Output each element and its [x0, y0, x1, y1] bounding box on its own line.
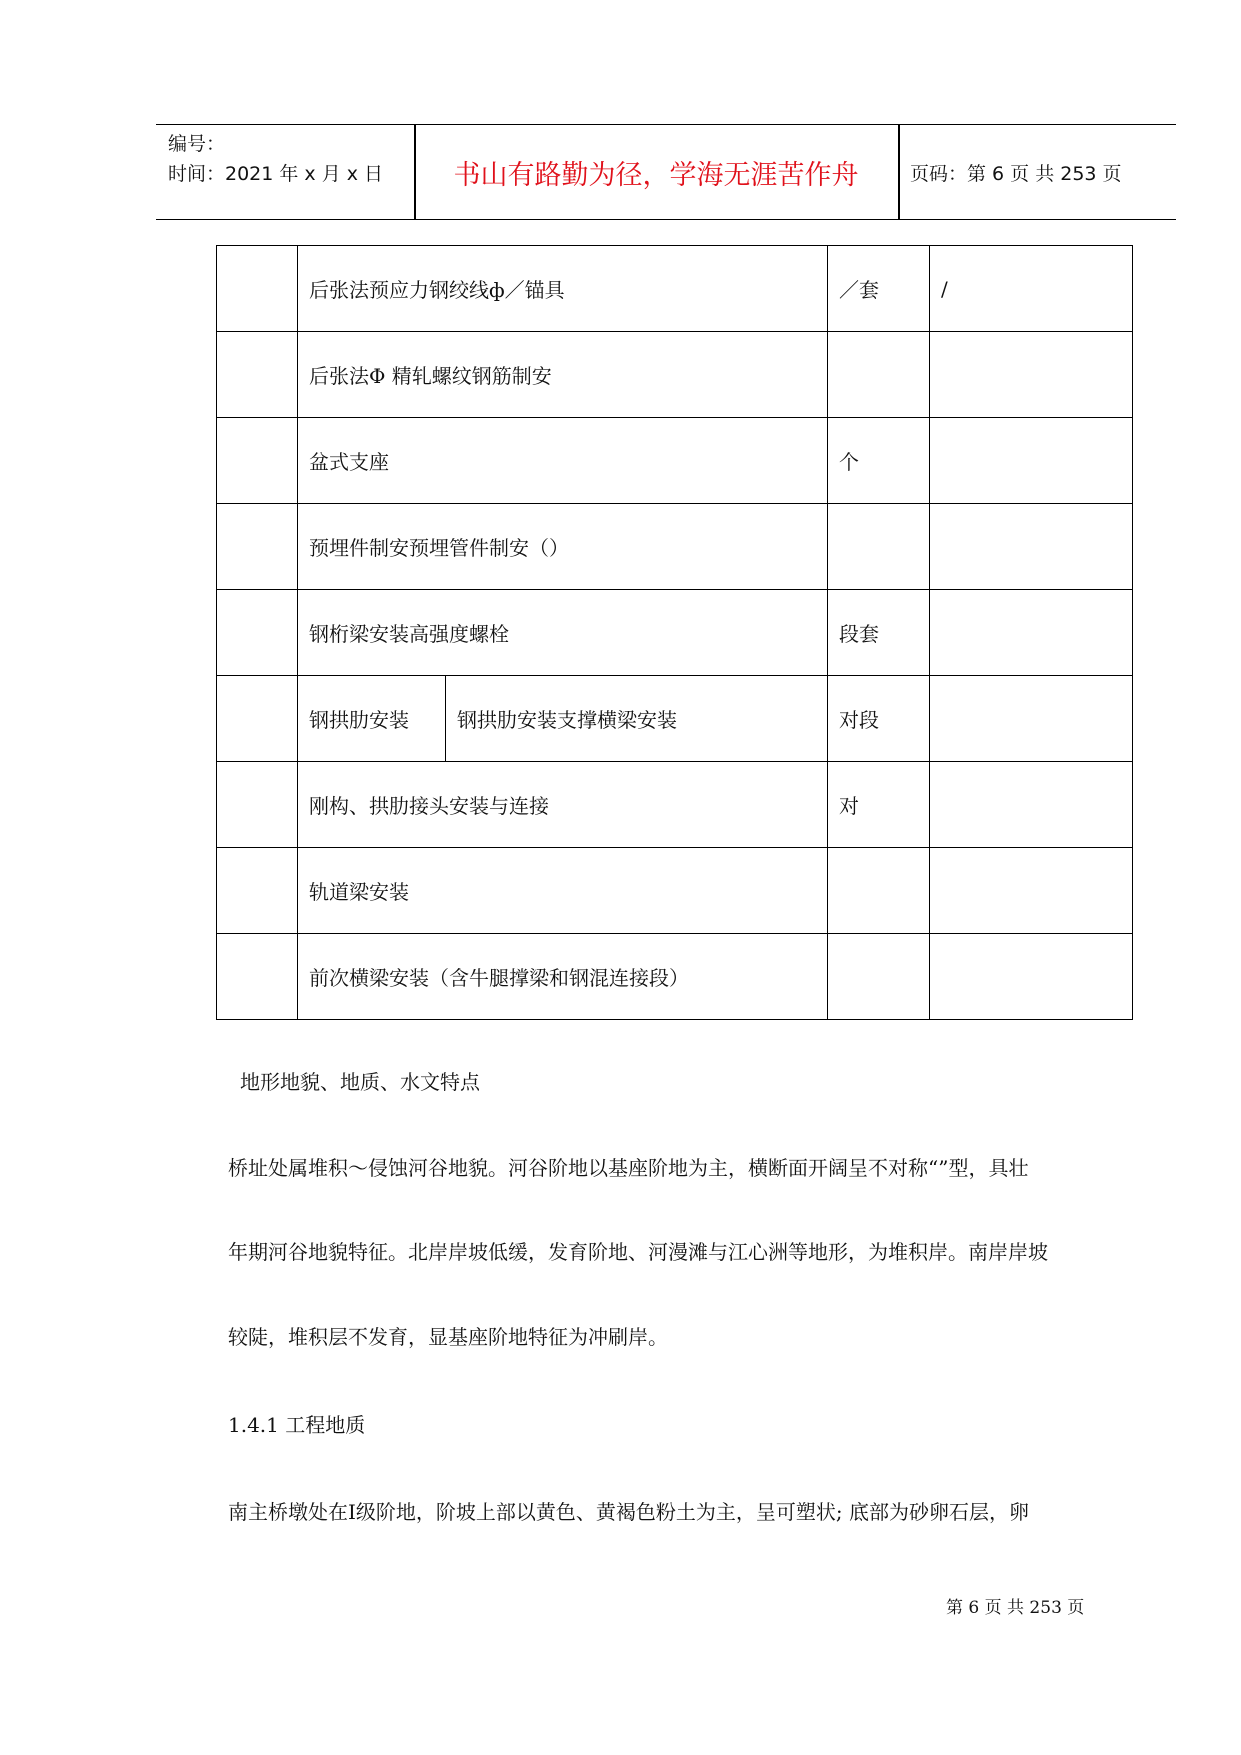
item-cell: 前次横梁安装（含牛腿撑梁和钢混连接段） — [298, 934, 828, 1020]
subitem-cell: 钢拱肋安装支撑横梁安装 — [446, 676, 828, 762]
unit-cell: 个 — [828, 418, 930, 504]
item-cell: 钢拱肋安装 — [298, 676, 446, 762]
index-cell — [217, 934, 298, 1020]
index-cell — [217, 762, 298, 848]
quantity-cell: / — [930, 246, 1133, 332]
table-row — [217, 848, 1133, 934]
header-page-code: 页码：第 6 页 共 253 页 — [910, 162, 1122, 185]
header-meta — [168, 129, 383, 189]
quantity-cell — [930, 676, 1133, 762]
unit-cell: ／套 — [828, 246, 930, 332]
item-cell: 后张法预应力钢绞线ф／锚具 — [298, 246, 828, 332]
unit-cell: 对 — [828, 762, 930, 848]
item-cell: 刚构、拱肋接头安装与连接 — [298, 762, 828, 848]
table-row — [217, 762, 1133, 848]
table-row — [217, 504, 1133, 590]
paragraph-line: 较陡，堆积层不发育，显基座阶地特征为冲刷岸。 — [228, 1325, 668, 1349]
unit-cell — [828, 504, 930, 590]
item-cell: 预埋件制安预埋管件制安（） — [298, 504, 828, 590]
paragraph-line: 桥址处属堆积～侵蚀河谷地貌。河谷阶地以基座阶地为主，横断面开阔呈不对称“”型，具壮 — [228, 1156, 1029, 1180]
header-divider — [898, 125, 900, 219]
header-motto: 书山有路勤为径，学海无涯苦作舟 — [453, 159, 859, 191]
table-row — [217, 418, 1133, 504]
table-row — [217, 590, 1133, 676]
unit-cell: 段套 — [828, 590, 930, 676]
paragraph-line: 年期河谷地貌特征。北岸岸坡低缓，发育阶地、河漫滩与江心洲等地形，为堆积岸。南岸岸坡 — [228, 1240, 1048, 1264]
quantity-cell — [930, 418, 1133, 504]
quantity-cell — [930, 332, 1133, 418]
table-row — [217, 332, 1133, 418]
index-cell — [217, 590, 298, 676]
quantity-cell — [930, 504, 1133, 590]
unit-cell — [828, 934, 930, 1020]
number-label: 编号： — [168, 133, 226, 155]
index-cell — [217, 676, 298, 762]
subsection-title: 1.4.1 工程地质 — [228, 1413, 366, 1437]
index-cell — [217, 504, 298, 590]
page-header — [156, 124, 1176, 220]
unit-cell — [828, 332, 930, 418]
paragraph-line: 南主桥墩处在Ⅰ级阶地，阶坡上部以黄色、黄褐色粉土为主，呈可塑状; 底部为砂卵石层，卵 — [228, 1500, 1029, 1524]
section-title: 地形地貌、地质、水文特点 — [240, 1070, 480, 1094]
quantity-cell — [930, 934, 1133, 1020]
item-cell: 钢桁梁安装高强度螺栓 — [298, 590, 828, 676]
index-cell — [217, 848, 298, 934]
quantity-cell — [930, 762, 1133, 848]
quantity-cell — [930, 848, 1133, 934]
item-cell: 轨道梁安装 — [298, 848, 828, 934]
index-cell — [217, 246, 298, 332]
item-cell: 盆式支座 — [298, 418, 828, 504]
date-label: 时间：2021 年 x 月 x 日 — [168, 163, 384, 185]
page-footer: 第 6 页 共 253 页 — [946, 1598, 1085, 1618]
index-cell — [217, 332, 298, 418]
index-cell — [217, 418, 298, 504]
unit-cell: 对段 — [828, 676, 930, 762]
unit-cell — [828, 848, 930, 934]
item-cell: 后张法Φ 精轧螺纹钢筋制安 — [298, 332, 828, 418]
table-row — [217, 676, 1133, 762]
table-row — [217, 934, 1133, 1020]
quantity-cell — [930, 590, 1133, 676]
table-row — [217, 246, 1133, 332]
quantities-table — [216, 245, 1133, 1020]
